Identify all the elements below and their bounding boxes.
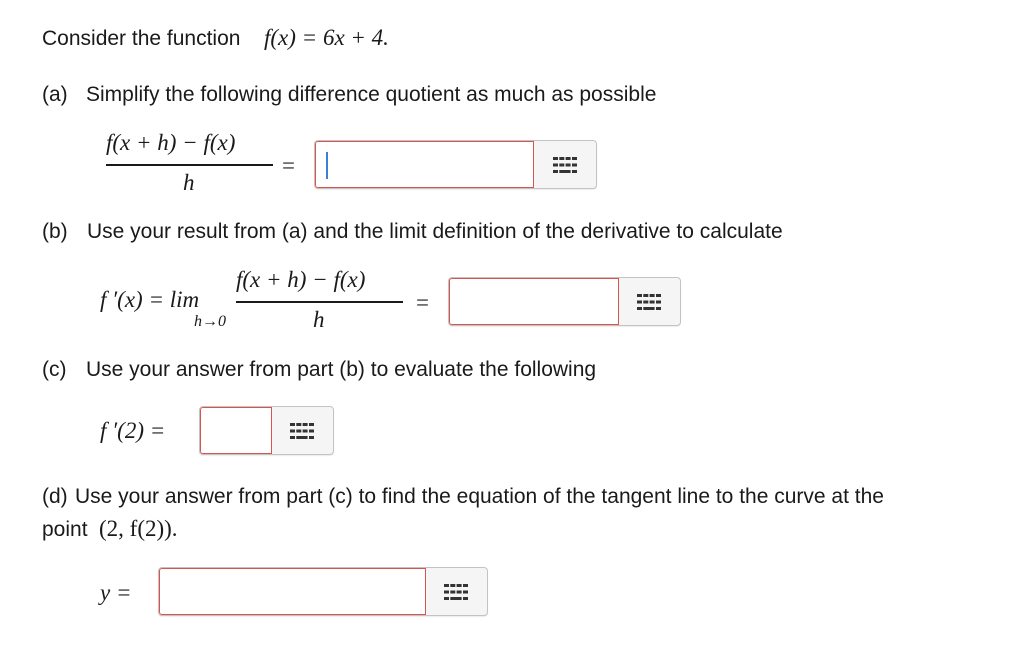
part-d-lhs: y =	[100, 580, 132, 605]
part-c-lhs: f ′(2) =	[100, 418, 166, 443]
part-b-answer-input[interactable]	[449, 278, 619, 325]
keypad-icon	[553, 157, 577, 173]
keypad-icon	[637, 294, 661, 310]
part-b-lhs: f ′(x) = lim	[100, 287, 200, 312]
part-c-prompt: Use your answer from part (b) to evaluate the following	[86, 358, 597, 381]
keypad-icon	[444, 584, 468, 600]
part-d-answer-input[interactable]	[159, 568, 426, 615]
part-a-label: (a)	[42, 83, 68, 106]
part-b-fraction-bar	[236, 301, 403, 303]
part-a-fraction-bar	[106, 164, 273, 166]
part-b-denominator: h	[313, 307, 325, 332]
part-c-keypad-button[interactable]	[271, 407, 333, 454]
part-b-numerator: f(x + h) − f(x)	[236, 267, 366, 292]
text-caret	[326, 152, 328, 179]
part-b-limit-subscript: h→0	[194, 313, 226, 330]
part-a-numerator: f(x + h) − f(x)	[106, 130, 236, 155]
part-b-equals: =	[416, 290, 429, 315]
part-c-answer-input[interactable]	[200, 407, 272, 454]
part-d-keypad-button[interactable]	[424, 568, 487, 615]
part-b-prompt: Use your result from (a) and the limit definition of the derivative to calculate	[87, 220, 783, 243]
part-d-prompt-line2: point	[42, 518, 88, 541]
part-d-prompt-line1: Use your answer from part (c) to find the equation of the tangent line to the curve at the	[75, 485, 884, 508]
part-a-answer-input[interactable]	[315, 141, 534, 188]
intro-function: f(x) = 6x + 4.	[264, 25, 389, 50]
intro-text: Consider the function	[42, 27, 241, 50]
part-b-label: (b)	[42, 220, 68, 243]
part-a-keypad-button[interactable]	[533, 141, 596, 188]
part-d-point: (2, f(2)).	[99, 516, 178, 541]
part-b-keypad-button[interactable]	[618, 278, 680, 325]
part-b-answer-box	[448, 277, 681, 326]
part-a-equals: =	[282, 153, 295, 178]
part-c-label: (c)	[42, 358, 67, 381]
part-d-label: (d)	[42, 485, 68, 508]
part-d-answer-box	[158, 567, 488, 616]
part-a-denominator: h	[183, 170, 195, 195]
part-c-answer-box	[199, 406, 334, 455]
keypad-icon	[290, 423, 314, 439]
part-a-answer-box	[314, 140, 597, 189]
part-a-prompt: Simplify the following difference quotient as much as possible	[86, 83, 657, 106]
